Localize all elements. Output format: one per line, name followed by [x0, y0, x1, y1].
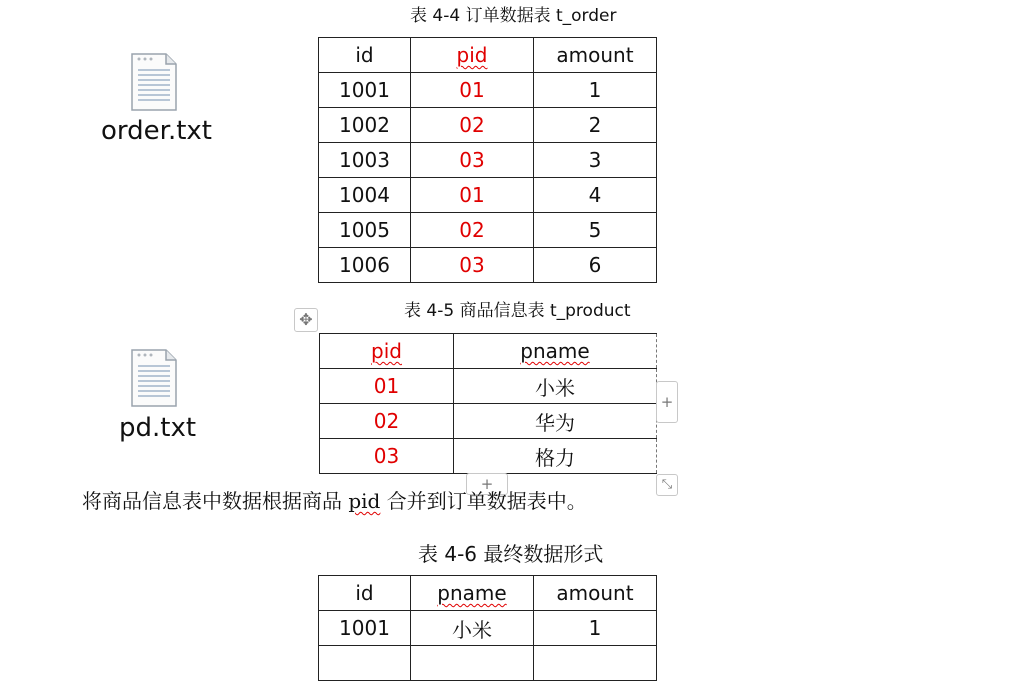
table-cell[interactable]: [319, 646, 411, 681]
table-row: [319, 213, 657, 248]
table-cell[interactable]: 4: [534, 178, 657, 213]
table-row: [319, 611, 657, 646]
table-cell[interactable]: 1004: [319, 178, 411, 213]
table-cell[interactable]: 01: [411, 178, 534, 213]
text-file-icon: [130, 52, 178, 112]
table-row: [320, 369, 657, 404]
table-cell[interactable]: 01: [411, 73, 534, 108]
header-cell[interactable]: pname: [411, 576, 534, 611]
table-row: [320, 404, 657, 439]
table-cell[interactable]: 6: [534, 248, 657, 283]
table-cell[interactable]: 5: [534, 213, 657, 248]
table-cell[interactable]: [534, 646, 657, 681]
header-cell[interactable]: id: [319, 38, 411, 73]
table-header-row: [320, 334, 657, 369]
table-cell[interactable]: [411, 646, 534, 681]
header-cell[interactable]: amount: [534, 38, 657, 73]
table-cell[interactable]: 03: [411, 248, 534, 283]
order-table: [318, 37, 657, 283]
table-cell[interactable]: 02: [411, 213, 534, 248]
paragraph-text: 合并到订单数据表中。: [380, 489, 587, 513]
caption-table-product: 表 4-5 商品信息表 t_product: [404, 301, 631, 321]
table-cell[interactable]: 小米: [454, 369, 657, 404]
table-cell[interactable]: 1: [534, 611, 657, 646]
table-cell[interactable]: 02: [320, 404, 454, 439]
table-cell[interactable]: 小米: [411, 611, 534, 646]
table-row: [319, 73, 657, 108]
paragraph-keyword: pid: [348, 489, 381, 513]
product-table: [319, 333, 657, 474]
add-row-button[interactable]: +: [466, 473, 508, 495]
table-cell[interactable]: 1001: [319, 611, 411, 646]
table-cell[interactable]: 01: [320, 369, 454, 404]
final-table: [318, 575, 657, 681]
table-cell[interactable]: 03: [320, 439, 454, 474]
caption-table-final: 表 4-6 最终数据形式: [418, 542, 604, 566]
header-cell[interactable]: id: [319, 576, 411, 611]
caption-table-order: 表 4-4 订单数据表 t_order: [410, 6, 617, 26]
header-cell[interactable]: pname: [454, 334, 657, 369]
table-row: [319, 646, 657, 681]
table-cell[interactable]: 1005: [319, 213, 411, 248]
header-cell[interactable]: pid: [411, 38, 534, 73]
text-file-icon: [130, 348, 178, 408]
table-cell[interactable]: 1006: [319, 248, 411, 283]
table-header-row: [319, 38, 657, 73]
body-paragraph: [82, 485, 587, 514]
table-row: [319, 178, 657, 213]
file-label-pd[interactable]: pd.txt: [119, 413, 197, 443]
table-cell[interactable]: 1: [534, 73, 657, 108]
table-cell[interactable]: 2: [534, 108, 657, 143]
header-cell[interactable]: pid: [320, 334, 454, 369]
table-header-row: [319, 576, 657, 611]
add-column-button[interactable]: +: [656, 381, 678, 423]
table-resize-handle-icon[interactable]: ⤡: [656, 474, 678, 496]
table-cell[interactable]: 03: [411, 143, 534, 178]
table-cell[interactable]: 1001: [319, 73, 411, 108]
table-row: [319, 143, 657, 178]
table-cell[interactable]: 格力: [454, 439, 657, 474]
table-row: [319, 248, 657, 283]
table-cell[interactable]: 02: [411, 108, 534, 143]
paragraph-text: 将商品信息表中数据根据商品: [82, 489, 349, 513]
table-move-handle-icon[interactable]: ✥: [294, 308, 318, 332]
file-label-order[interactable]: order.txt: [101, 116, 212, 146]
table-cell[interactable]: 1003: [319, 143, 411, 178]
table-cell[interactable]: 华为: [454, 404, 657, 439]
table-cell[interactable]: 1002: [319, 108, 411, 143]
table-cell[interactable]: 3: [534, 143, 657, 178]
table-row: [319, 108, 657, 143]
table-row: [320, 439, 657, 474]
header-cell[interactable]: amount: [534, 576, 657, 611]
